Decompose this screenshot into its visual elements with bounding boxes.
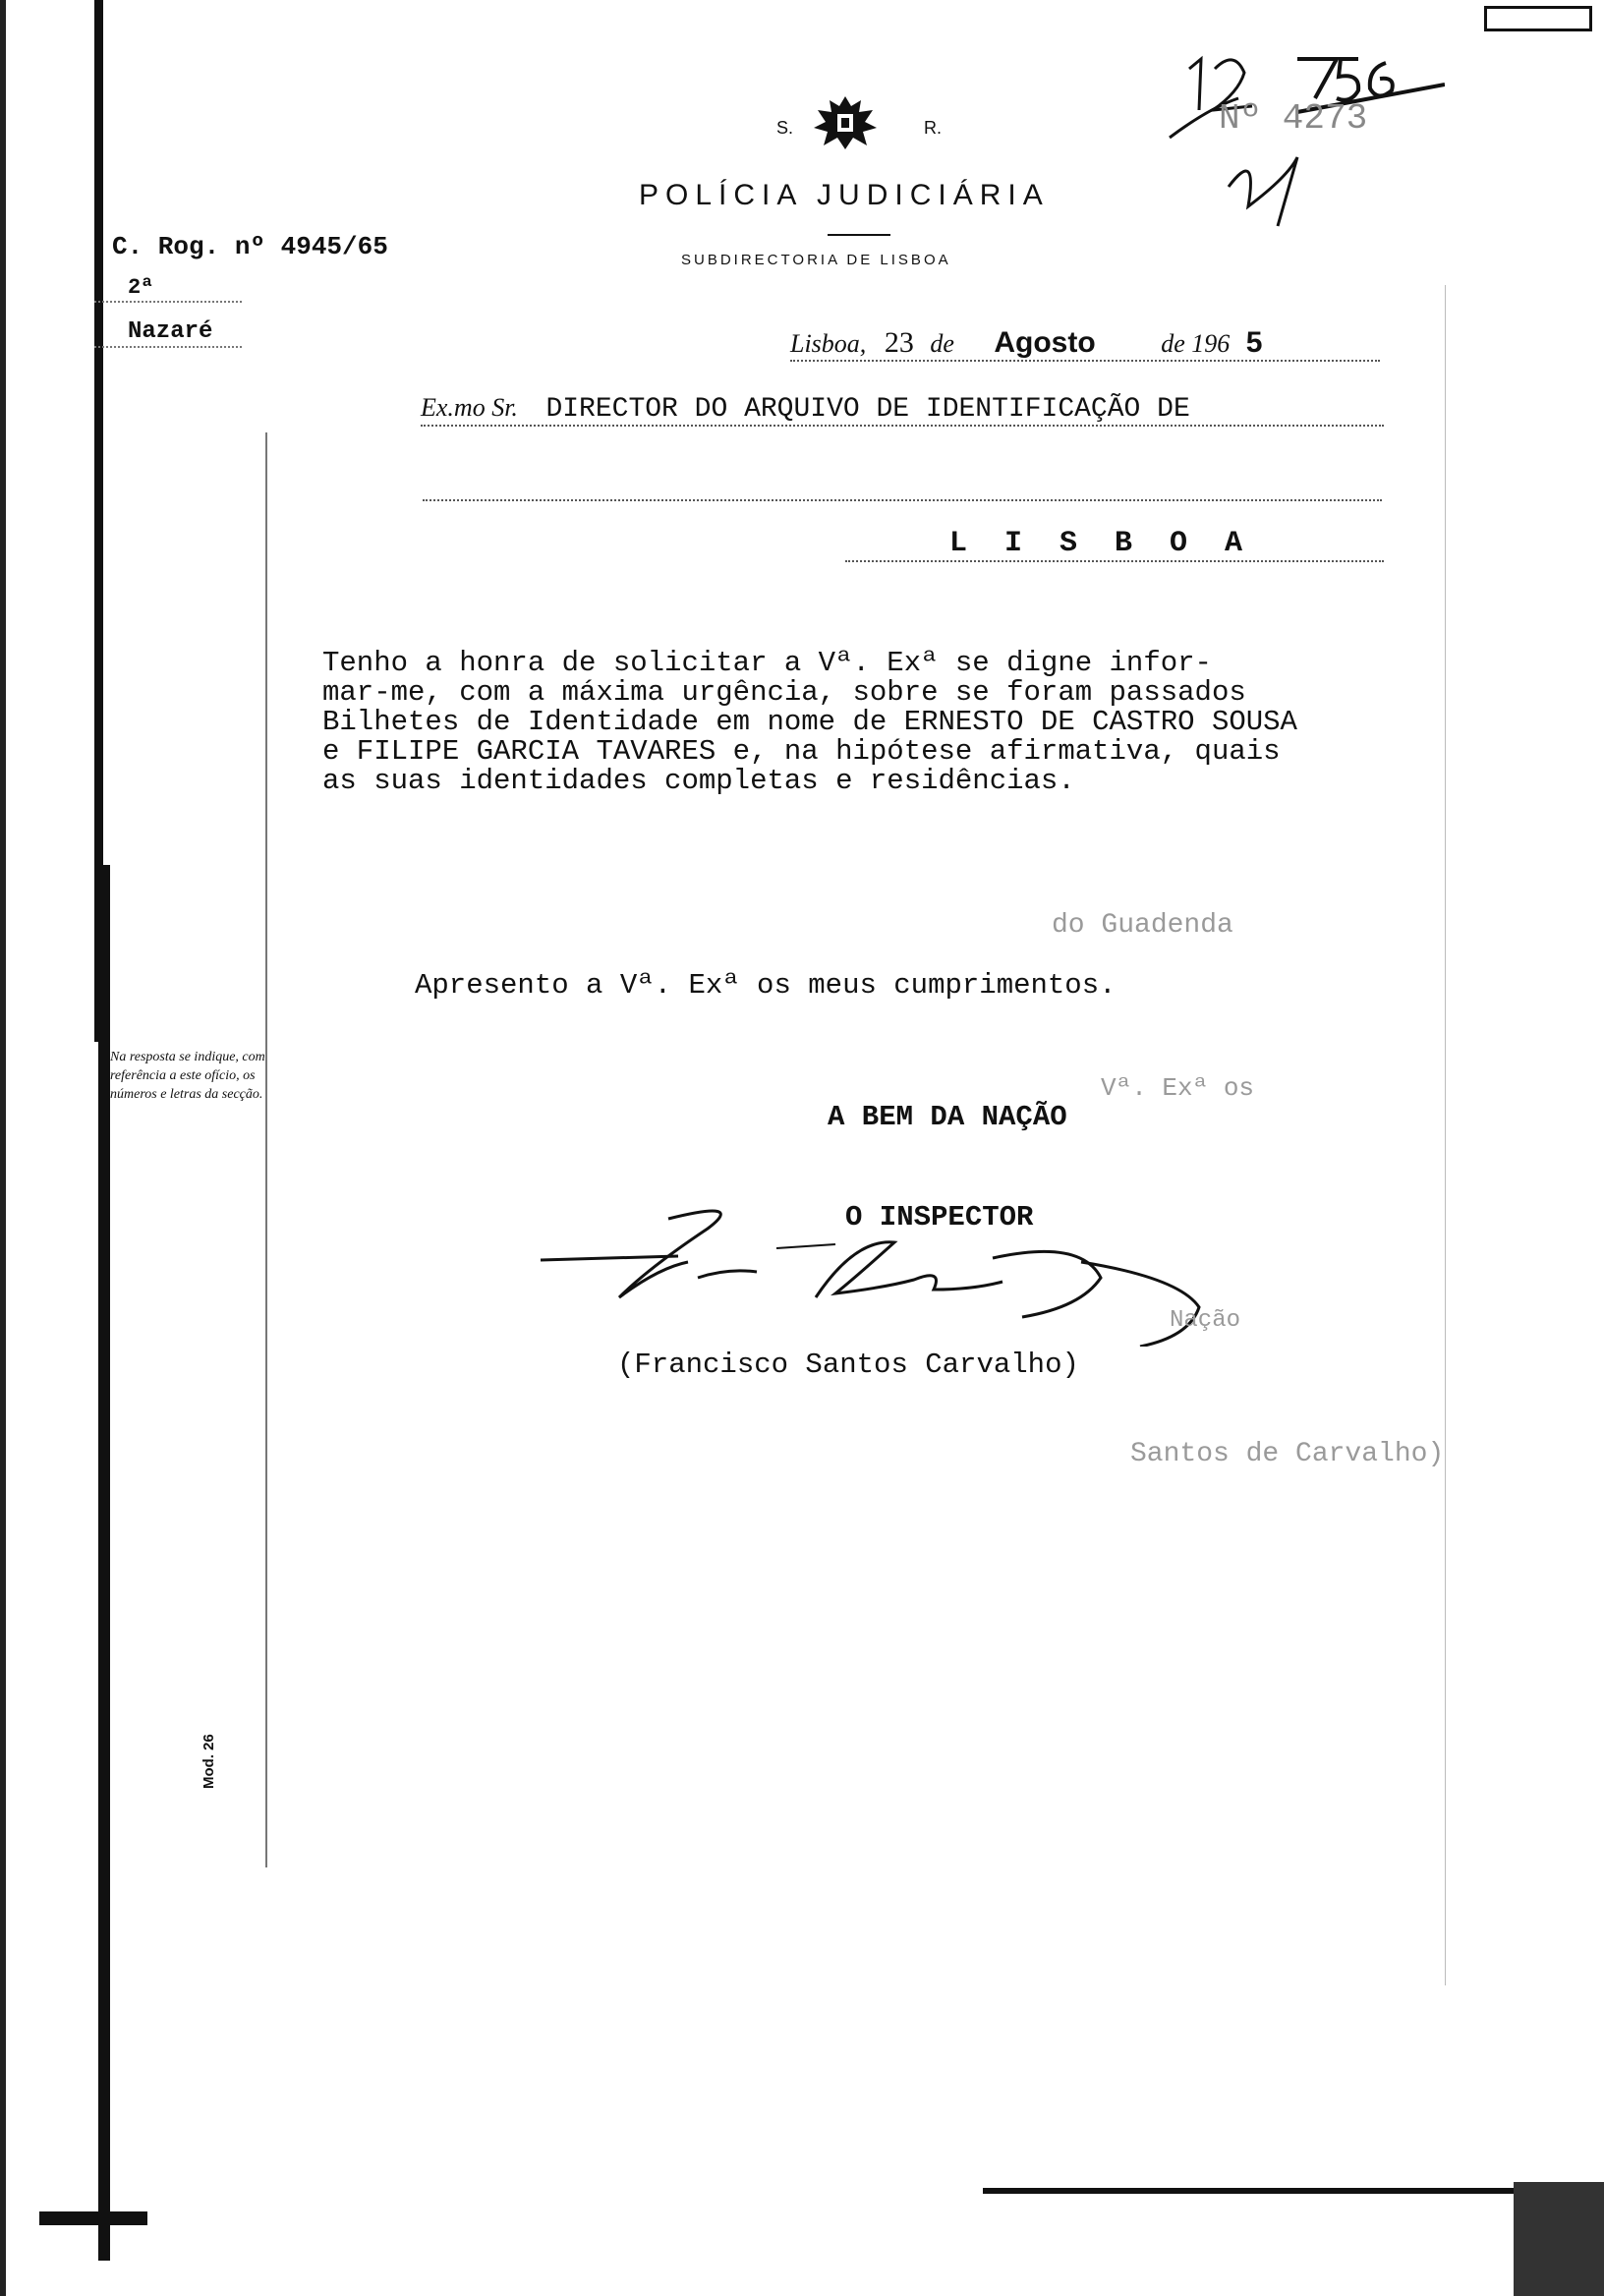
signer-role: O INSPECTOR <box>845 1201 1034 1234</box>
margin-fold-line <box>265 432 267 1867</box>
reference-rule <box>94 301 242 303</box>
show-through-text: Vª. Exª os <box>1101 1073 1255 1103</box>
show-through-text: do Guadenda <box>1052 910 1233 941</box>
registry-number-stamp: Nº 4273 <box>1219 98 1368 139</box>
addressee-title: DIRECTOR DO ARQUIVO DE IDENTIFICAÇÃO DE <box>545 394 1190 425</box>
title-divider <box>828 234 890 236</box>
subdivision-title: SUBDIRECTORIA DE LISBOA <box>681 252 951 268</box>
date-year-prefix: de 196 <box>1161 329 1231 358</box>
date-city: Lisboa, <box>790 329 867 358</box>
crest-left-letter: S. <box>776 118 794 138</box>
page-edge-shadow <box>0 0 6 2296</box>
margin-instruction-note: Na resposta se indique, com referência a este ofício, os números e letras da secção. <box>110 1050 265 1102</box>
addressee-line <box>421 393 1384 427</box>
reference-number: C. Rog. nº 4945/65 <box>112 232 388 261</box>
closing-salutation: Apresento a Vª. Exª os meus cumprimentos. <box>415 969 1117 1002</box>
crest-right-letter: R. <box>924 118 942 138</box>
signer-name: (Francisco Santos Carvalho) <box>617 1349 1079 1381</box>
form-code: Mod. 26 <box>200 1734 217 1789</box>
letter-body: Tenho a honra de solicitar a Vª. Exª se digne infor- mar-me, com a máxima urgência, sobre se foram passados Bilhetes de Identidade em nome de ERNESTO DE CASTRO SOUSA e FILIPE GARCIA TAVARES e, na hipótese afirmativa, quais as suas identidades completas e residências. <box>322 647 1297 797</box>
addressee-city: L I S B O A <box>845 527 1384 562</box>
right-fold-line <box>1445 285 1446 1985</box>
bottom-left-mark <box>39 2211 147 2225</box>
motto: A BEM DA NAÇÃO <box>828 1101 1067 1133</box>
bottom-edge-line <box>983 2188 1592 2194</box>
addressee-blank-line <box>423 499 1382 501</box>
show-through-text: Nação <box>1170 1307 1241 1334</box>
addressee-salutation: Ex.mo Sr. <box>421 393 518 422</box>
reference-place: Nazaré <box>128 318 213 345</box>
reference-rule <box>94 346 242 348</box>
date-year-digit: 5 <box>1245 326 1263 359</box>
left-binding-bar-lower <box>98 865 110 2261</box>
coat-of-arms-icon <box>806 92 885 151</box>
reference-section: 2ª <box>128 275 154 300</box>
show-through-text: Santos de Carvalho) <box>1130 1439 1445 1469</box>
bottom-corner-shadow <box>1514 2182 1604 2296</box>
handwritten-signature <box>531 1199 1241 1347</box>
date-month: Agosto <box>994 326 1096 359</box>
date-de: de <box>930 329 954 358</box>
institution-title: POLÍCIA JUDICIÁRIA <box>639 179 1050 211</box>
top-tab-mark <box>1484 6 1592 31</box>
date-day: 23 <box>884 326 914 359</box>
reference-block <box>112 232 388 261</box>
date-line <box>790 326 1380 362</box>
